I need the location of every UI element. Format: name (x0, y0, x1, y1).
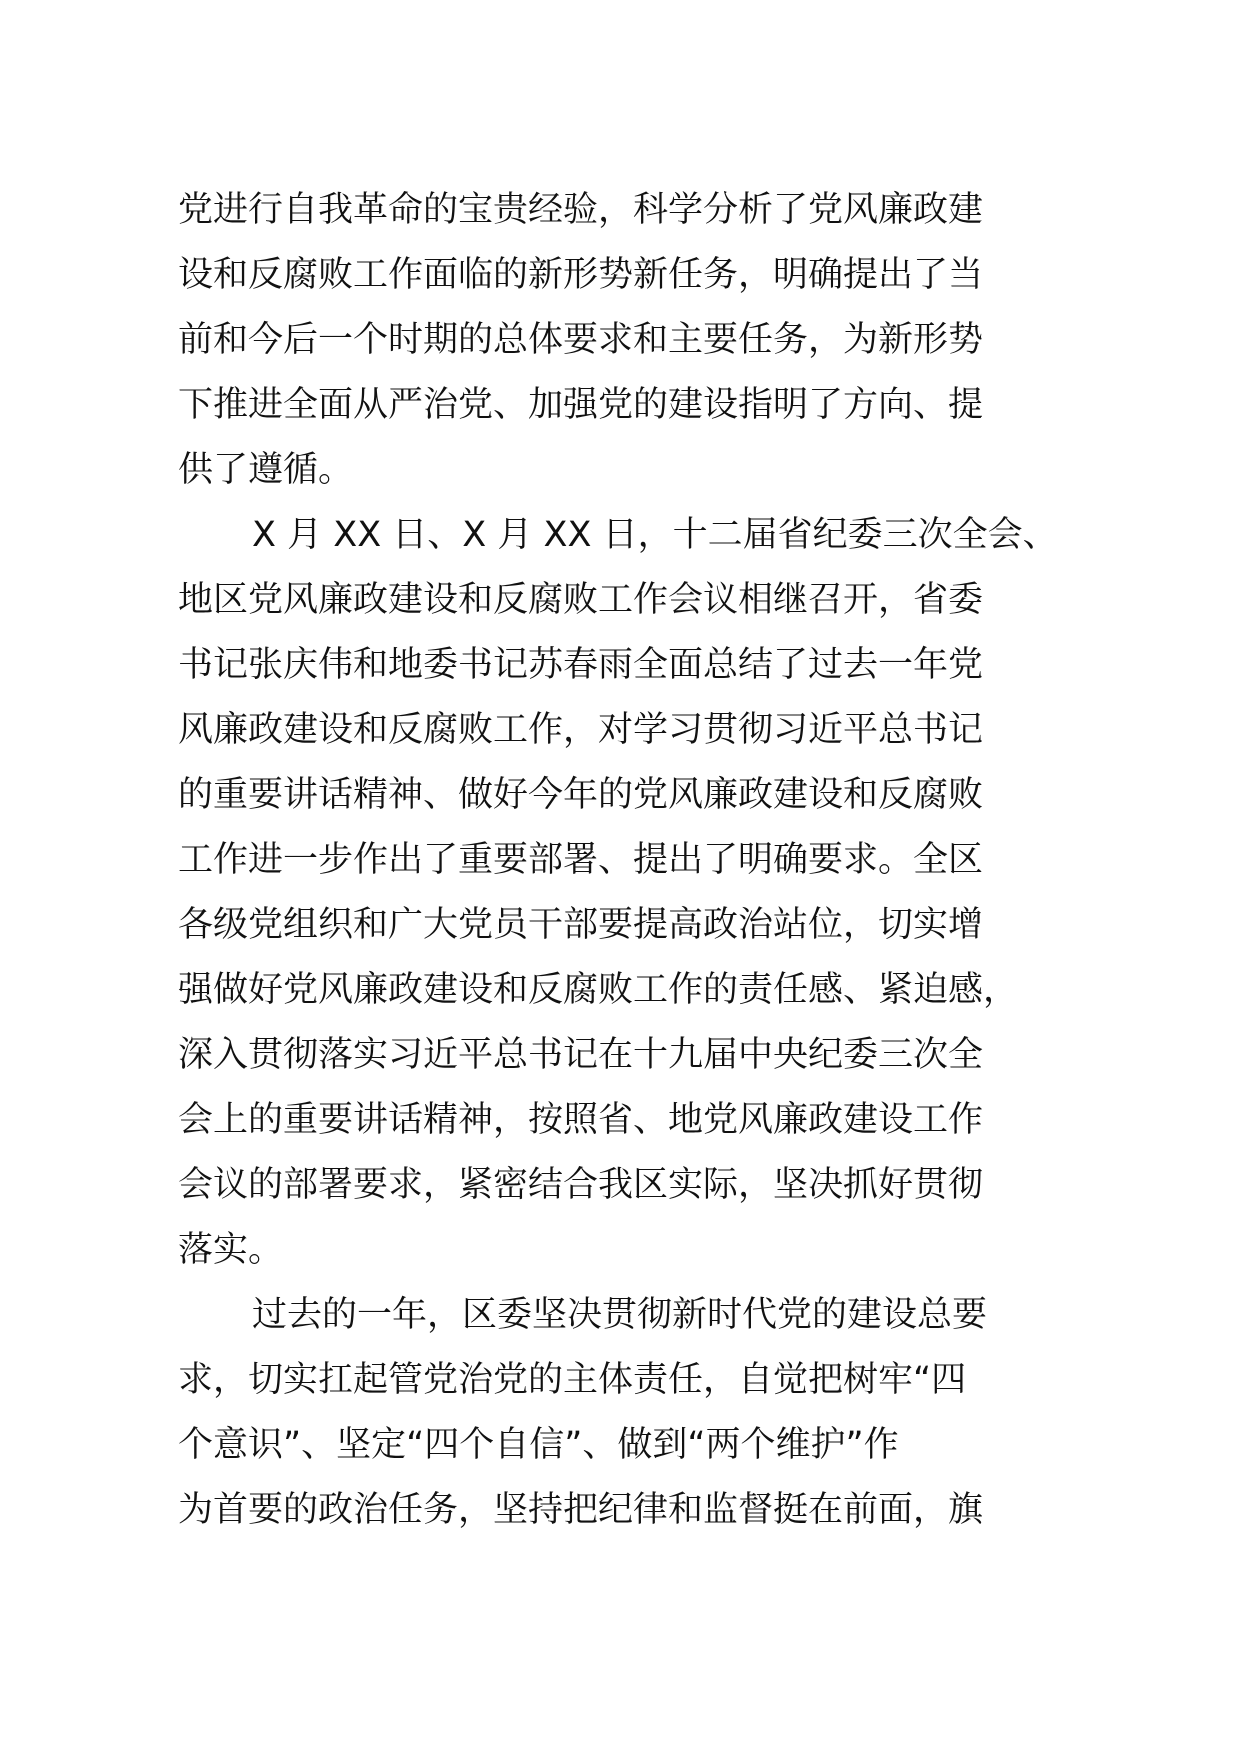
text-line: 的重要讲话精神、做好今年的党风廉政建设和反腐败 (178, 775, 984, 815)
text-line: 风廉政建设和反腐败工作，对学习贯彻习近平总书记 (178, 710, 984, 750)
text-line: 党进行自我革命的宝贵经验，科学分析了党风廉政建 (178, 190, 984, 230)
text-line: 会上的重要讲话精神，按照省、地党风廉政建设工作 (178, 1100, 984, 1140)
paragraph-first-line: X 月 XX 日、X 月 XX 日，十二届省纪委三次全会、 (252, 515, 1058, 555)
text-line: 求，切实扛起管党治党的主体责任，自觉把树牢“四 (178, 1360, 967, 1400)
text-line: 供了遵循。 (178, 450, 354, 490)
text-line: 为首要的政治任务，坚持把纪律和监督挺在前面，旗 (178, 1490, 984, 1530)
text-line: 工作进一步作出了重要部署、提出了明确要求。全区 (178, 840, 984, 880)
text-line: 前和今后一个时期的总体要求和主要任务，为新形势 (178, 320, 984, 360)
text-line: 深入贯彻落实习近平总书记在十九届中央纪委三次全 (178, 1035, 984, 1075)
body-text (178, 178, 1098, 1543)
text-line: 地区党风廉政建设和反腐败工作会议相继召开，省委 (178, 580, 984, 620)
text-line: 书记张庆伟和地委书记苏春雨全面总结了过去一年党 (178, 645, 984, 685)
text-line: 下推进全面从严治党、加强党的建设指明了方向、提 (178, 385, 984, 425)
text-line: 会议的部署要求，紧密结合我区实际，坚决抓好贯彻 (178, 1165, 984, 1205)
text-line: 设和反腐败工作面临的新形势新任务，明确提出了当 (178, 255, 984, 295)
text-line: 各级党组织和广大党员干部要提高政治站位，切实增 (178, 905, 984, 945)
text-line: 个意识”、坚定“四个自信”、做到“两个维护”作 (178, 1425, 899, 1465)
text-line: 强做好党风廉政建设和反腐败工作的责任感、紧迫感， (178, 970, 1019, 1010)
text-line: 落实。 (178, 1230, 284, 1270)
paragraph-first-line: 过去的一年，区委坚决贯彻新时代党的建设总要 (252, 1295, 988, 1335)
